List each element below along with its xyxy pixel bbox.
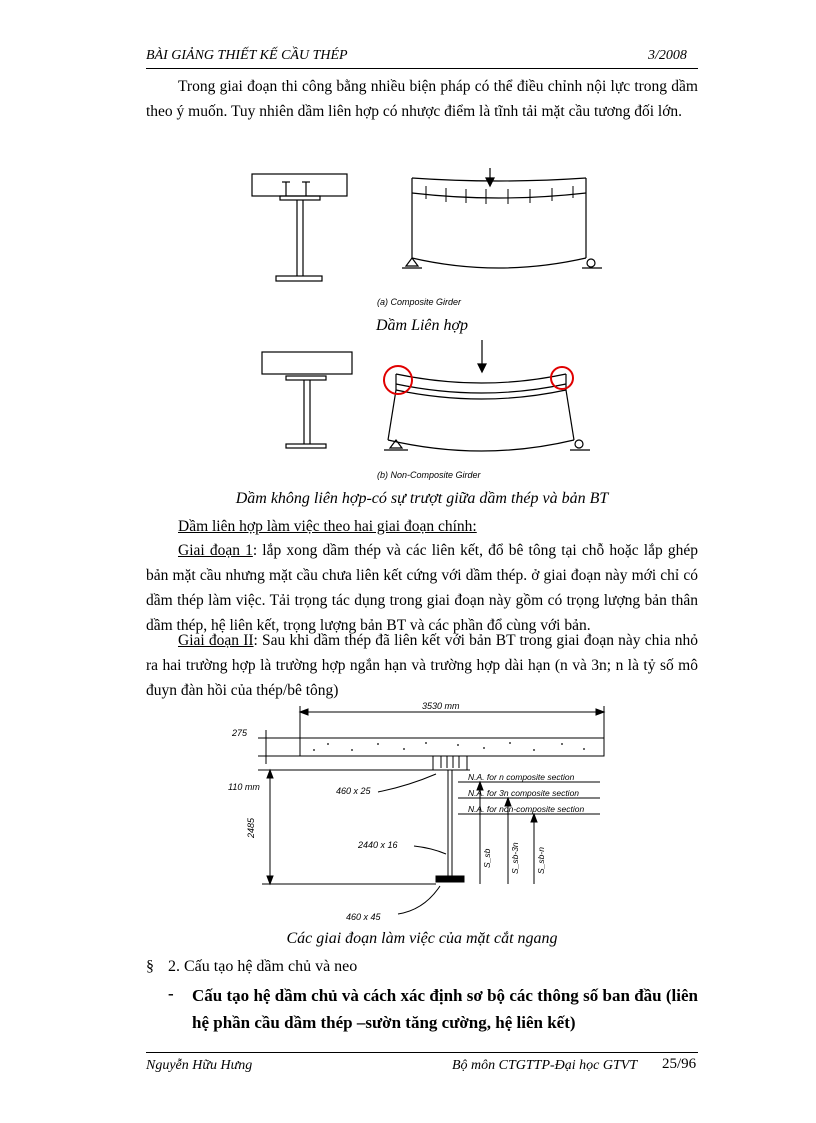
na-3n-label: N.A. for 3n composite section [468,788,580,798]
non-composite-girder-figure [240,340,620,470]
s-sb-label: S_sb [482,848,492,868]
cross-section-caption: Các giai đoạn làm việc của mặt cắt ngang [286,930,558,947]
phase1-text: : lắp xong dầm thép và các liên kết, đổ bê tông tại chỗ hoặc lắp ghép bản mặt cầu nhưng mặt cầu chưa liên kết cứng với dầm thép. ở giai đoạn này mới chỉ có dầm thép làm việc. Tải trọng tác dụng trong giai đoạn này gồm có trọng lượng bản thân dầm thép, hệ liên kết, trọng lượng bản BT và các phần đổ cùng với bản. [146,542,698,634]
composite-caption: Dầm Liên hợp [375,317,469,334]
header-rule [146,68,698,69]
top-flange-label: 460 x 25 [336,786,371,796]
non-composite-sublabel: (b) Non-Composite Girder [377,470,481,480]
bottom-flange-label: 460 x 45 [346,912,381,922]
phase2-text: : Sau khi dầm thép đã liên kết với bản BT trong giai đoạn này chia nhỏ ra hai trường hợp là trường hợp ngắn hạn và trường hợp dài hạn (n và 3n; n là tỷ số mô đuyn đàn hồi của thép/bê tông) [146,632,698,699]
slip-marker-left [384,366,412,394]
composite-girder-figure [240,168,620,318]
phases-heading: Dầm liên hợp làm việc theo hai giai đoạn chính: [178,518,477,535]
phase2-paragraph [146,628,698,703]
phase1-paragraph [146,538,698,638]
web-label: 2440 x 16 [358,840,398,850]
phase1-label: Giai đoạn 1 [178,542,253,559]
depth-label: 2485 [246,817,256,838]
cross-section-figure [228,698,608,926]
section-dash: - [168,984,174,1003]
footer-author: Nguyễn Hữu Hưng [146,1058,253,1073]
intro-paragraph: Trong giai đoạn thi công bằng nhiều biện pháp có thể điều chỉnh nội lực trong dầm theo ý muốn. Tuy nhiên dầm liên hợp có nhược điểm là tĩnh tải mặt cầu tương đối lớn. [146,78,698,120]
non-composite-caption: Dầm không liên hợp-có sự trượt giữa dầm thép và bản BT [235,490,609,507]
header-date: 3/2008 [648,48,687,63]
section-bold-text: Cấu tạo hệ dầm chủ và cách xác định sơ bộ các thông số ban đầu (liên hệ phần cầu dầm thép –sườn tăng cường, hệ liên kết) [192,986,698,1032]
s-sbn-label: S_sb-n [536,847,546,874]
na-nc-label: N.A. for non-composite section [468,804,585,814]
na-n-label: N.A. for n composite section [468,772,575,782]
s-sb3n-label: S_sb-3n [510,842,520,874]
footer-rule [146,1052,698,1053]
phase2-label: Giai đoạn II [178,632,254,649]
slab-label: 275 [232,728,248,738]
composite-sublabel: (a) Composite Girder [377,297,462,307]
width-label: 3530 mm [422,701,460,711]
footer-department: Bộ môn CTGTTP-Đại học GTVT [452,1058,638,1073]
section-heading: 2. Cấu tạo hệ dầm chủ và neo [168,958,358,975]
footer-page-number: 25/96 [662,1056,697,1072]
section-bullet: § [146,958,154,975]
header-title: BÀI GIẢNG THIẾT KẾ CẦU THÉP [146,48,348,63]
haunch-label: 110 mm [228,782,260,792]
slip-marker-right [551,367,573,389]
